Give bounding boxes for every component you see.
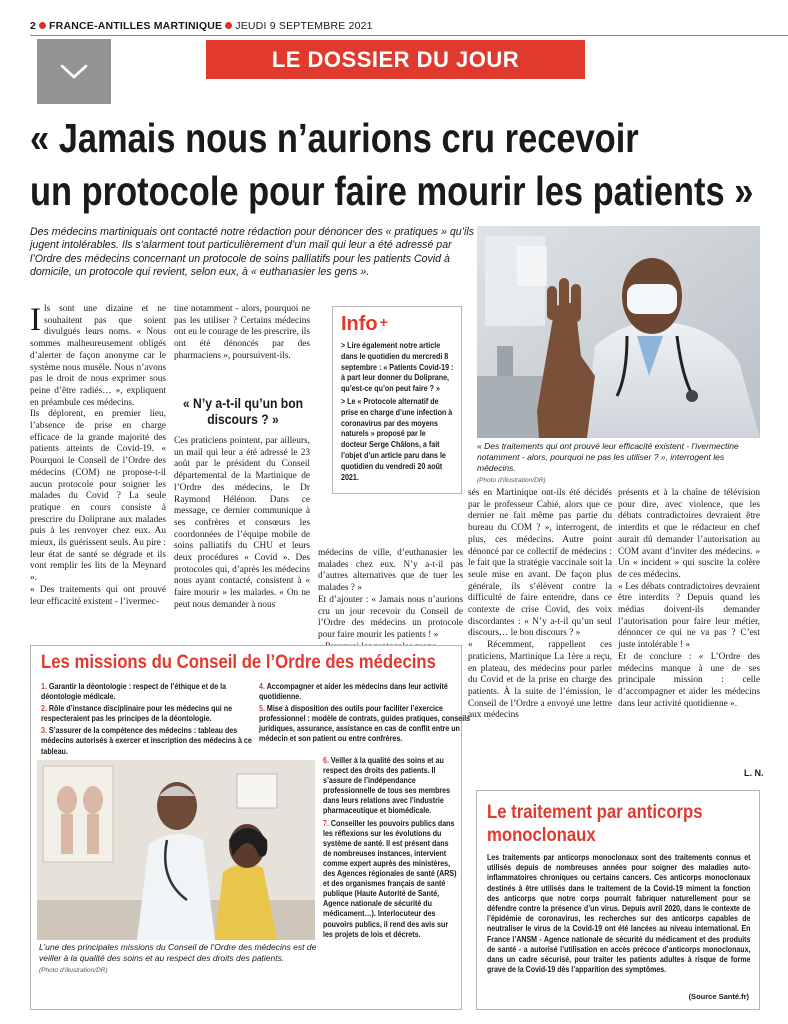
- section-banner: LE DOSSIER DU JOUR: [206, 40, 585, 79]
- info-box-body: [341, 341, 454, 483]
- traitement-source: (Source Santé.fr): [688, 992, 749, 1001]
- mission-item: 1. Garantir la déontologie : respect de l’éthique et de la déontologie médicale.: [41, 682, 227, 702]
- article-paragraph: médecins de ville, d’euthanasier les malades chez eux. N’y a-t-il pas d’autres alternatives que de tuer les malades ? »: [318, 548, 463, 594]
- chevron-down-icon: [59, 63, 89, 81]
- traitement-box-body: Les traitements par anticorps monoclonaux sont des traitements connus et utilisés depuis de nombreuses années pour soigner des maladies auto-inflammatoires chroniques ou certains cancers. Ces anticorps monoclonaux destinés à être utilisés dans le traitement de la Covid-19 miment la fonction des anticorps que notre corps pourrait fabriquer naturellement pour se défendre contre la présence d’un virus. Depuis avril 2020, dans le contexte de l’épidémie de coronavirus, les recherches sur des anticorps capables de neutraliser le virus de la Covid-19 ont été lancées au niveau international. En France l’ANSM - Agence nationale de sécurité du médicament et des produits de santé - a autorisé l’utilisation en accès précoce d’anticorps monoclonaux, dans un cadre sécurisé, pour traiter les patients adultes à risque de forme grave de la Covid-19 dès l’apparition des symptômes.: [487, 853, 751, 975]
- article-column-1: [30, 304, 166, 608]
- page-header: [30, 20, 788, 36]
- info-item: > Le « Protocole alternatif de prise en charge d’une infection à coronavirus par des moyens naturels » proposé par le docteur Serge Châlons, a fait l’objet d’un article paru dans le quotidien du vendredi 20 août 2021.: [341, 396, 453, 482]
- article-column-3: [318, 548, 463, 653]
- article-subhead: « N’y a-t-il qu’un bon discours ? »: [182, 396, 304, 427]
- collapse-toggle-button[interactable]: [37, 39, 111, 104]
- header-rule: [30, 35, 788, 36]
- plus-icon: +: [379, 314, 388, 330]
- page-number: 2: [30, 20, 37, 32]
- publication-name: FRANCE-ANTILLES MARTINIQUE: [49, 20, 223, 32]
- traitement-box-title: Le traitement par anticorps monoclonaux: [487, 802, 703, 846]
- article-paragraph: « Les débats contradictoires devraient être interdits ? Depuis quand les médias doivent-ils demander l’autorisation pour faire leur métier, dénoncer ce qui ne va pas ? C’est juste intolérable ! »: [618, 581, 760, 651]
- doctor-photo-caption: « Des traitements qui ont prouvé leur efficacité existent - l’ivermectine notamment - alors, pourquoi ne pas les utiliser ? », interrogent les médecins. (Photo d’illustration/DR): [477, 441, 739, 484]
- doctor-illustration: [477, 226, 760, 438]
- info-item: > Lire également notre article dans le quotidien du mercredi 8 septembre : « Patients Covid-19 : à part leur donner du Doliprane, qu’est-ce qu’on peut faire ? »: [341, 341, 454, 394]
- missions-list-right: [259, 682, 473, 747]
- standfirst: Des médecins martiniquais ont contacté notre rédaction pour dénoncer des « pratiques » qu’ils jugent intolérables. Ils s’alarment tout particulièrement d’un mail qui leur a été adressé par l’Ordre des médecins concernant un protocole de soins palliatifs pour les patients Covid à domicile, un protocole qui revient, selon eux, à « euthanasier les gens ».: [30, 226, 475, 279]
- article-paragraph: présents et à la chaîne de télévision pour dire, avec violence, que les débats contradictoires devraient être interdits et que le rédacteur en chef aurait dû demander l’autorisation au COM avant d’inviter des médecins. » Un « incident » qui suscite la colère de ces médecins.: [618, 488, 760, 580]
- article-paragraph: « Des traitements qui ont prouvé leur efficacité existent - l’ivermec-: [30, 584, 166, 607]
- mission-item: 4. Accompagner et aider les médecins dans leur activité quotidienne.: [259, 682, 448, 702]
- photo-credit: (Photo d’illustration/DR): [477, 477, 546, 484]
- dropcap: I: [30, 302, 41, 338]
- mission-item: 5. Mise à disposition des outils pour faciliter l’exercice professionnel : modèle de contrats, guides pratiques, conseils juridiques, assurance, assistance en cas de conflit entre un médecin et son patient ou entre confrères.: [259, 704, 471, 744]
- article-paragraph: Et d’ajouter : « Jamais nous n’aurions cru un jour recevoir du Conseil de l’Ordre des médecins un protocole pour faire mourir les patients ! »: [318, 594, 463, 640]
- headline-line-1: « Jamais nous n’aurions cru recevoir: [30, 115, 639, 161]
- photo-credit: (Photo d’illustration/DR): [39, 967, 108, 974]
- article-column-4: [468, 488, 612, 722]
- mission-item: 6. Veiller à la qualité des soins et au respect des droits des patients. Il s’assure de l’indépendance professionnelle de tous ses membres dans leurs relations avec l’industrie pharmaceutique et biomédicale.: [323, 756, 451, 816]
- missions-list-right-continued: [323, 756, 458, 942]
- red-dot-icon: [225, 22, 232, 29]
- article-paragraph: Et de conclure : « L’Ordre des médecins manque à une de ses principale mission : celle d’accompagner et aider les médecins dans leur activité quotidienne ».: [618, 651, 760, 709]
- mission-item: 3. S’assurer de la compétence des médecins : tableau des médecins autorisés à exercer et inscription des médecins à ce tableau.: [41, 726, 252, 756]
- article-column-5: [618, 488, 760, 710]
- article-paragraph: sés en Martinique ont-ils été décidés par le professeur Cabié, alors que ce dernier ne fait même pas partie du bureau du COM ? », interrogent, de plus, ces médecins. Autre point dénoncé par ce collectif de médecins : le fait que la stratégie vaccinale soit la seule mise en avant. De façon plus générale, ils s’élèvent contre la difficulté de faire entendre, dans ce contexte de crise Covid, des voix discordantes : « N’y a-t-il qu’un seul discours… le bon discours ? »: [468, 488, 612, 639]
- publication-date: JEUDI 9 SEPTEMBRE 2021: [235, 20, 373, 32]
- doctor-photo: [477, 226, 760, 438]
- consultation-photo: [37, 760, 315, 940]
- red-dot-icon: [39, 22, 46, 29]
- info-box: [332, 306, 462, 494]
- headline: [30, 112, 754, 218]
- mission-item: 2. Rôle d’instance disciplinaire pour les médecins qui ne respecteraient pas les principes de la déontologie.: [41, 704, 233, 724]
- consultation-illustration: [37, 760, 315, 940]
- article-column-2-continued: [174, 436, 310, 612]
- info-box-title: Info +: [341, 313, 388, 335]
- article-column-2: [174, 304, 310, 363]
- article-paragraph: Ces praticiens pointent, par ailleurs, un mail qui leur a été adressé le 23 août par le président du Conseil départemental de la Martinique de l’Ordre des médecins, le Dr Raymond Hélénon. Dans ce message, ce dernier communique à ses confrères et consœurs les coordonnées de l’équipe mobile de soins palliatifs du CHU et leurs deux procédures « Covid ». Des protocoles qui, d’après les médecins nous ayant contacté, consistent à « faire mourir » les malades. « On ne peut nous demander à nous: [174, 436, 310, 610]
- missions-box-title: Les missions du Conseil de l’Ordre des médecins: [41, 652, 436, 673]
- missions-photo-caption: L’une des principales missions du Conseil de l’Ordre des médecins est de veiller à la qualité des soins et au respect des droits des patients. (Photo d’illustration/DR): [39, 942, 317, 974]
- article-paragraph: Ils sont une dizaine et ne souhaitent pas que soient divulgués leurs noms. « Nous sommes malheureusement obligés d’alerter de façon anonyme car le système nous musèle. Nous n’avons pas le droit de nous exprimer sous peine d’être radiés… », expliquent en préambule ces médecins.: [30, 302, 166, 408]
- article-paragraph: Ils déplorent, en premier lieu, l’absence de prise en charge efficace de la grande majorité des patients atteints de Covid-19. « Pourquoi le Conseil de l’Ordre des médecins (COM) ne propose-t-il aucun protocole pour soigner les malades du Covid ? La seule pratique en cours consiste à prescrire du Doliprane aux malades puis à les renvoyer chez eux. Au mieux, ils guérissent seuls. Au pire : leur état de santé se dégrade et ils vont remplir les lits de la Meynard ».: [30, 409, 166, 584]
- missions-box: [30, 645, 471, 1010]
- article-paragraph: « Récemment, rappellent ces praticiens, Martinique La 1ère a reçu, en plateau, des médecins pour parler du Covid et de la prise en charge des patients. À la suite de l’émission, le Conseil de l’Ordre a envoyé une lettre aux médecins: [468, 640, 612, 721]
- missions-list-left: [41, 682, 255, 759]
- mission-item: 7. Conseiller les pouvoirs publics dans les réflexions sur les évolutions du système de santé. Il est présent dans de nombreuses instances, intervient comme expert auprès des ministères, des Agences régionales de santé (ARS) et des organismes français de santé publique (Haute Autorité de Santé, Agence nationale de sécurité du médicament…). Interlocuteur des pouvoirs publics, il rend des avis sur les projets de lois et décrets.: [323, 818, 457, 939]
- traitement-box: [476, 790, 760, 1010]
- article-paragraph: tine notamment - alors, pourquoi ne pas les utiliser ? Certains médecins ont eu le courage de les prescrire, ils ont été dénoncés par des pharmaciens », poursuivent-ils.: [174, 304, 310, 361]
- article-author: L. N.: [744, 768, 764, 778]
- headline-line-2: un protocole pour faire mourir les patients »: [30, 168, 754, 214]
